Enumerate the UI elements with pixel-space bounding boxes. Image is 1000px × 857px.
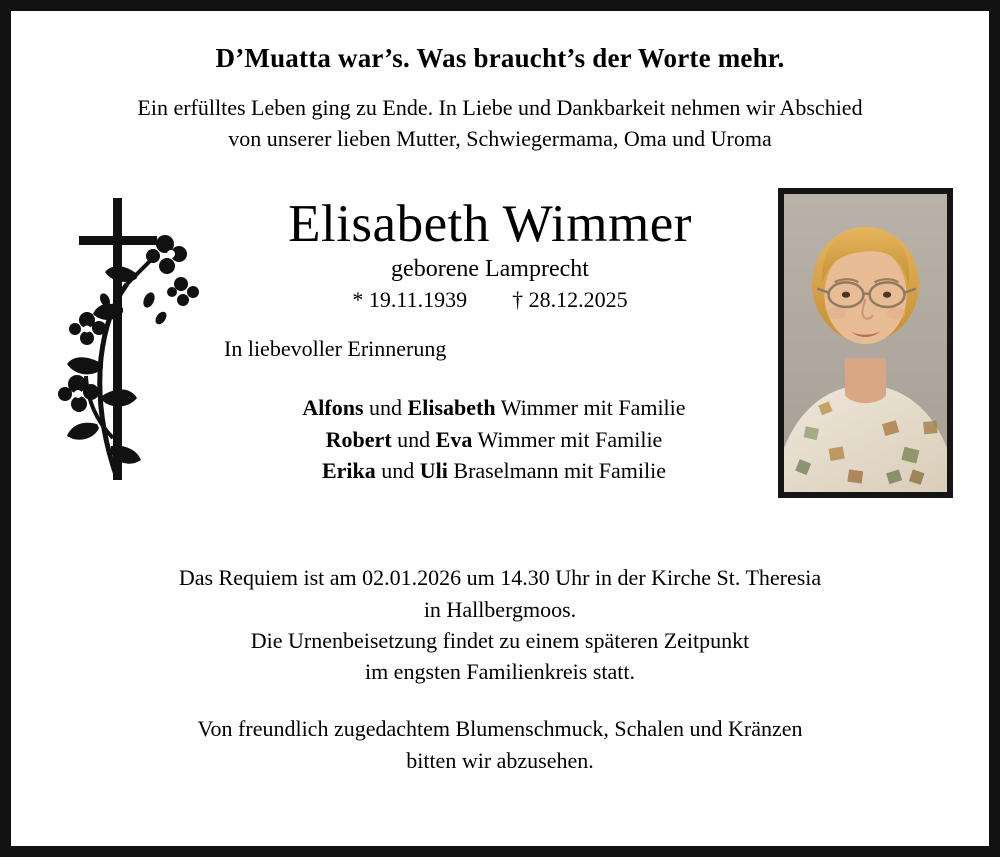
family-conjunction: und <box>381 457 415 483</box>
deceased-name: Elisabeth Wimmer <box>288 195 692 254</box>
intro-text <box>41 92 959 154</box>
service-line: im engsten Familienkreis statt. <box>364 659 636 685</box>
maiden-name: geborene Lamprecht <box>391 256 589 283</box>
family-second-name: Eva <box>435 426 473 452</box>
intro-line-1: Ein erfülltes Leben ging zu Ende. In Liebe und Dankbarkeit nehmen wir Abschied <box>137 95 863 120</box>
family-rest: Wimmer mit Familie <box>500 395 686 421</box>
death-date: † 28.12.2025 <box>512 287 628 313</box>
service-line: Das Requiem ist am 02.01.2026 um 14.30 Uhr in der Kirche St. Theresia <box>178 565 822 591</box>
memory-line: In liebevoller Erinnerung <box>224 336 447 362</box>
service-line: in Hallbergmoos. <box>423 596 577 622</box>
notice-inner <box>11 11 989 846</box>
list-item <box>216 455 772 486</box>
family-conjunction: und <box>369 395 403 421</box>
family-list <box>216 392 772 486</box>
family-second-name: Uli <box>419 457 448 483</box>
flowers-note <box>41 713 959 775</box>
family-rest: Braselmann mit Familie <box>453 457 667 483</box>
flowers-line: bitten wir abzusehen. <box>406 747 594 773</box>
life-dates <box>216 287 764 313</box>
family-first-name: Alfons <box>302 395 364 421</box>
list-item <box>216 392 772 423</box>
list-item <box>216 424 772 455</box>
flowers-line: Von freundlich zugedachtem Blumenschmuck, Schalen und Kränzen <box>197 716 803 742</box>
family-first-name: Robert <box>325 426 392 452</box>
service-line: Die Urnenbeisetzung findet zu einem späteren Zeitpunkt <box>250 627 750 653</box>
center-column <box>216 160 764 483</box>
family-conjunction: und <box>397 426 431 452</box>
service-details <box>41 562 959 687</box>
body-area <box>41 160 959 560</box>
intro-line-2: von unserer lieben Mutter, Schwiegermama, Oma und Uroma <box>228 126 772 152</box>
cross-with-flowers-icon <box>53 188 203 488</box>
family-second-name: Elisabeth <box>407 395 496 421</box>
memory-block <box>224 336 772 486</box>
headline: D’Muatta war’s. Was braucht’s der Worte mehr. <box>215 43 785 73</box>
family-rest: Wimmer mit Familie <box>477 426 663 452</box>
portrait-photo <box>778 188 953 498</box>
family-first-name: Erika <box>321 457 376 483</box>
birth-date: * 19.11.1939 <box>352 287 468 313</box>
